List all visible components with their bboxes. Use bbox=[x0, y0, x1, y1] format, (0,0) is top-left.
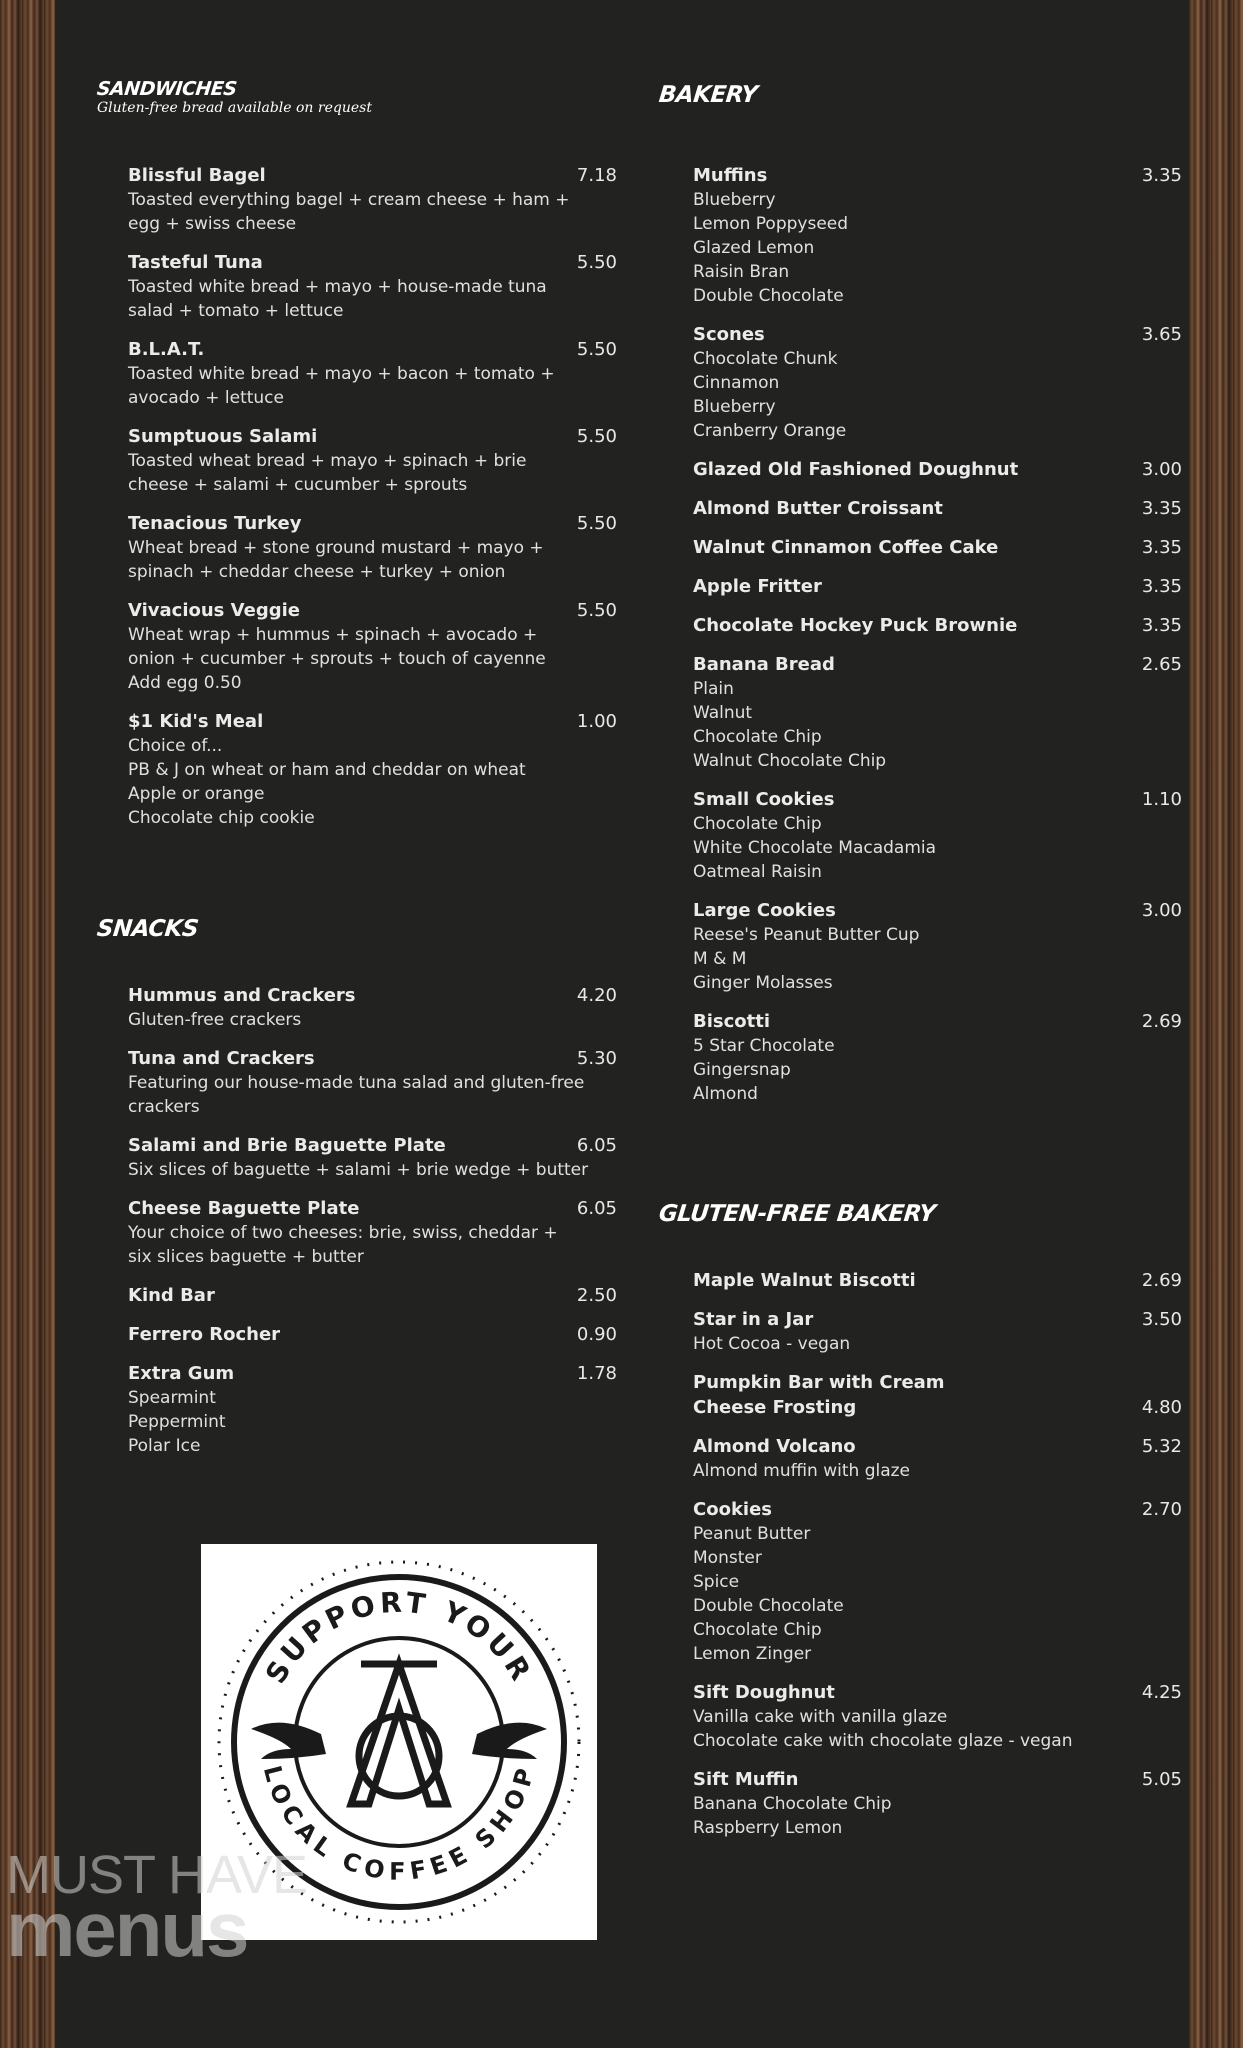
menu-item-name: Glazed Old Fashioned Doughnut bbox=[693, 459, 1019, 480]
menu-item-description: Chocolate Chip bbox=[693, 814, 822, 834]
menu-item-description: Chocolate Chip bbox=[693, 727, 822, 747]
menu-item-description: Banana Chocolate Chip bbox=[693, 1794, 892, 1814]
menu-item-price: 5.50 bbox=[576, 600, 617, 621]
watermark bbox=[6, 1845, 308, 1973]
menu-item-name: Tasteful Tuna bbox=[128, 252, 263, 273]
watermark-line-2: menus bbox=[6, 1885, 248, 1973]
menu-item-description: 5 Star Chocolate bbox=[693, 1036, 835, 1056]
menu-item-price: 6.05 bbox=[576, 1135, 617, 1156]
menu-item-header bbox=[693, 1497, 1182, 1522]
menu-item bbox=[693, 1268, 1182, 1293]
menu-item-description: Raspberry Lemon bbox=[693, 1818, 843, 1838]
badge-top-text: SUPPORT YOUR bbox=[258, 1585, 540, 1690]
menu-item-name: Hummus and Crackers bbox=[128, 985, 356, 1006]
bakery-list bbox=[659, 163, 1182, 1120]
menu-item-price: 5.32 bbox=[1141, 1436, 1182, 1457]
menu-item-description: Cranberry Orange bbox=[693, 421, 847, 441]
menu-item-header bbox=[128, 1322, 617, 1347]
menu-item-description: Chocolate Chunk bbox=[693, 349, 838, 369]
menu-item-description: Reese's Peanut Butter Cup bbox=[693, 925, 920, 945]
menu-item-price: 1.10 bbox=[1141, 789, 1182, 810]
menu-item-header bbox=[128, 1283, 617, 1308]
menu-item-name: $1 Kid's Meal bbox=[128, 711, 264, 732]
menu-item-name: Blissful Bagel bbox=[128, 165, 266, 186]
menu-item-description: Toasted white bread + mayo + bacon + tomato + bbox=[128, 364, 555, 384]
menu-item bbox=[693, 613, 1182, 638]
menu-item-description: Cinnamon bbox=[693, 373, 780, 393]
menu-item-description: Gluten-free crackers bbox=[128, 1010, 302, 1030]
menu-item-name: Star in a Jar bbox=[693, 1309, 814, 1330]
menu-item bbox=[128, 1196, 617, 1269]
menu-item-description: Chocolate chip cookie bbox=[128, 808, 315, 828]
menu-item-header bbox=[693, 1307, 1182, 1332]
menu-item-price: 6.05 bbox=[576, 1198, 617, 1219]
menu-item-description: Lemon Poppyseed bbox=[693, 214, 849, 234]
menu-item-price: 7.18 bbox=[576, 165, 617, 186]
menu-item-name: Apple Fritter bbox=[693, 576, 822, 597]
menu-item-price: 5.05 bbox=[1141, 1769, 1182, 1790]
menu-item-name: Ferrero Rocher bbox=[128, 1324, 281, 1345]
menu-item-description: crackers bbox=[128, 1097, 200, 1117]
menu-item-description: Toasted everything bagel + cream cheese + ham + bbox=[128, 190, 570, 210]
menu-item bbox=[693, 574, 1182, 599]
menu-item-name: Kind Bar bbox=[128, 1285, 215, 1306]
menu-item bbox=[693, 1307, 1182, 1356]
menu-item-description: M & M bbox=[693, 949, 747, 969]
menu-item-description: Spice bbox=[693, 1572, 740, 1592]
menu-item-name: Sumptuous Salami bbox=[128, 426, 318, 447]
menu-item-header bbox=[128, 337, 617, 362]
menu-item-description: Wheat wrap + hummus + spinach + avocado + bbox=[128, 625, 538, 645]
menu-item-header bbox=[128, 1046, 617, 1071]
gluten-free-list bbox=[659, 1268, 1182, 1854]
menu-item-name: Cookies bbox=[693, 1499, 773, 1520]
menu-item-header bbox=[693, 574, 1182, 599]
menu-item bbox=[693, 1009, 1182, 1106]
menu-item bbox=[128, 1133, 617, 1182]
menu-item-description: six slices baguette + butter bbox=[128, 1247, 364, 1267]
menu-item-name: Tuna and Crackers bbox=[128, 1048, 315, 1069]
menu-item-name: Banana Bread bbox=[693, 654, 835, 675]
menu-item-description: Featuring our house-made tuna salad and gluten-free bbox=[128, 1073, 585, 1093]
menu-item-price: 4.25 bbox=[1141, 1682, 1182, 1703]
menu-item-description: Chocolate cake with chocolate glaze - vegan bbox=[693, 1731, 1073, 1751]
menu-item-price: 2.69 bbox=[1141, 1270, 1182, 1291]
menu-item-header bbox=[693, 322, 1182, 347]
bakery-title: BAKERY bbox=[657, 82, 759, 108]
menu-item-description: Double Chocolate bbox=[693, 1596, 844, 1616]
menu-item-price: 3.00 bbox=[1141, 459, 1182, 480]
menu-item-description: Hot Cocoa - vegan bbox=[693, 1334, 851, 1354]
menu-item-name: Walnut Cinnamon Coffee Cake bbox=[693, 537, 999, 558]
menu-item-price: 2.69 bbox=[1141, 1011, 1182, 1032]
menu-item-description: Spearmint bbox=[128, 1388, 216, 1408]
menu-item-name: Salami and Brie Baguette Plate bbox=[128, 1135, 446, 1156]
menu-item-header bbox=[693, 1009, 1182, 1034]
menu-item-name: Cheese Baguette Plate bbox=[128, 1198, 360, 1219]
menu-item bbox=[693, 535, 1182, 560]
menu-item-description: onion + cucumber + sprouts + touch of cayenne bbox=[128, 649, 546, 669]
menu-item-description: Blueberry bbox=[693, 397, 776, 417]
menu-item-header bbox=[128, 709, 617, 734]
menu-item bbox=[693, 322, 1182, 443]
menu-item-description: cheese + salami + cucumber + sprouts bbox=[128, 475, 468, 495]
menu-item-description: Blueberry bbox=[693, 190, 776, 210]
sandwiches-title: SANDWICHES bbox=[95, 78, 238, 100]
menu-item-description: Oatmeal Raisin bbox=[693, 862, 822, 882]
menu-item-header bbox=[128, 1196, 617, 1221]
snacks-title: SNACKS bbox=[95, 916, 200, 942]
menu-item-description: avocado + lettuce bbox=[128, 388, 284, 408]
menu-item bbox=[128, 709, 617, 830]
menu-item-name: Tenacious Turkey bbox=[128, 513, 302, 534]
menu-item bbox=[693, 1680, 1182, 1753]
menu-item-name: Chocolate Hockey Puck Brownie bbox=[693, 615, 1018, 636]
gluten-free-title: GLUTEN-FREE BAKERY bbox=[657, 1201, 937, 1227]
menu-item-description: Polar Ice bbox=[128, 1436, 201, 1456]
menu-item-name: Biscotti bbox=[693, 1011, 771, 1032]
menu-item-header bbox=[128, 1361, 617, 1386]
menu-item-price: 4.80 bbox=[1141, 1397, 1182, 1418]
menu-item-description: Ginger Molasses bbox=[693, 973, 833, 993]
menu-item-description: Almond bbox=[693, 1084, 758, 1104]
menu-item-description: Add egg 0.50 bbox=[128, 673, 242, 693]
menu-item-description: Toasted white bread + mayo + house-made tuna bbox=[128, 277, 547, 297]
menu-item bbox=[693, 457, 1182, 482]
menu-item-description: Walnut bbox=[693, 703, 753, 723]
menu-item-name: Almond Butter Croissant bbox=[693, 498, 943, 519]
menu-item-header bbox=[693, 535, 1182, 560]
menu-item-header bbox=[693, 1370, 1182, 1420]
menu-item-header bbox=[693, 496, 1182, 521]
menu-item-header bbox=[693, 787, 1182, 812]
menu-item-header bbox=[128, 598, 617, 623]
menu-item-description: Your choice of two cheeses: brie, swiss, cheddar + bbox=[128, 1223, 558, 1243]
sandwiches-subtitle: Gluten-free bread available on request bbox=[97, 100, 372, 116]
menu-item-name: Scones bbox=[693, 324, 765, 345]
menu-item-name: Extra Gum bbox=[128, 1363, 235, 1384]
menu-item-name: Sift Muffin bbox=[693, 1769, 799, 1790]
menu-item-header bbox=[693, 1680, 1182, 1705]
menu-item-description: Lemon Zinger bbox=[693, 1644, 812, 1664]
menu-item-description: White Chocolate Macadamia bbox=[693, 838, 937, 858]
menu-item-name: Sift Doughnut bbox=[693, 1682, 835, 1703]
menu-item bbox=[128, 1322, 617, 1347]
menu-item-price: 3.35 bbox=[1141, 537, 1182, 558]
menu-item-description: Chocolate Chip bbox=[693, 1620, 822, 1640]
menu-item-name: B.L.A.T. bbox=[128, 339, 205, 360]
menu-item-header bbox=[128, 250, 617, 275]
menu-item-description: Double Chocolate bbox=[693, 286, 844, 306]
snacks-list bbox=[97, 983, 617, 1472]
menu-item-header bbox=[693, 898, 1182, 923]
menu-item-price: 1.00 bbox=[576, 711, 617, 732]
menu-item-name: Large Cookies bbox=[693, 900, 836, 921]
menu-item bbox=[128, 1046, 617, 1119]
menu-item-name: Small Cookies bbox=[693, 789, 835, 810]
menu-panel bbox=[55, 0, 1189, 2048]
menu-item bbox=[693, 1434, 1182, 1483]
menu-item bbox=[693, 1370, 1182, 1420]
menu-item-description: salad + tomato + lettuce bbox=[128, 301, 344, 321]
menu-item-price: 5.50 bbox=[576, 252, 617, 273]
menu-item bbox=[693, 787, 1182, 884]
menu-item bbox=[693, 1497, 1182, 1666]
sandwiches-list bbox=[97, 163, 617, 844]
menu-item-name: Almond Volcano bbox=[693, 1436, 856, 1457]
menu-item bbox=[128, 163, 617, 236]
menu-item bbox=[128, 1283, 617, 1308]
menu-item-header bbox=[693, 457, 1182, 482]
menu-item-description: Monster bbox=[693, 1548, 762, 1568]
menu-item-header bbox=[693, 652, 1182, 677]
menu-item bbox=[693, 163, 1182, 308]
menu-item-price: 3.35 bbox=[1141, 576, 1182, 597]
menu-item-description: Toasted wheat bread + mayo + spinach + brie bbox=[128, 451, 527, 471]
menu-item-price: 3.50 bbox=[1141, 1309, 1182, 1330]
menu-item-description: Almond muffin with glaze bbox=[693, 1461, 911, 1481]
menu-item-price: 2.65 bbox=[1141, 654, 1182, 675]
wood-border-left bbox=[0, 0, 55, 2048]
menu-item bbox=[693, 898, 1182, 995]
menu-item bbox=[128, 424, 617, 497]
menu-item-header bbox=[693, 1268, 1182, 1293]
menu-item-price: 3.00 bbox=[1141, 900, 1182, 921]
menu-item-price: 1.78 bbox=[576, 1363, 617, 1384]
menu-item-name: Muffins bbox=[693, 165, 768, 186]
menu-item-description: Gingersnap bbox=[693, 1060, 791, 1080]
menu-item-header bbox=[693, 613, 1182, 638]
menu-item-price: 3.35 bbox=[1141, 615, 1182, 636]
menu-item-description: Walnut Chocolate Chip bbox=[693, 751, 887, 771]
watermark-line-1: MUST HAVE bbox=[6, 1845, 308, 1905]
menu-item-description: Vanilla cake with vanilla glaze bbox=[693, 1707, 948, 1727]
menu-item-description: Plain bbox=[693, 679, 734, 699]
menu-item-description: spinach + cheddar cheese + turkey + onion bbox=[128, 562, 506, 582]
menu-item-description: Glazed Lemon bbox=[693, 238, 815, 258]
menu-item bbox=[128, 983, 617, 1032]
menu-item-header bbox=[128, 511, 617, 536]
menu-item-description: Raisin Bran bbox=[693, 262, 790, 282]
menu-item-header bbox=[693, 1434, 1182, 1459]
menu-item-description: egg + swiss cheese bbox=[128, 214, 297, 234]
menu-item-price: 2.50 bbox=[576, 1285, 617, 1306]
menu-item-header bbox=[128, 424, 617, 449]
menu-item-price: 5.30 bbox=[576, 1048, 617, 1069]
menu-item-price: 5.50 bbox=[576, 339, 617, 360]
menu-item-description: Peanut Butter bbox=[693, 1524, 811, 1544]
menu-item-header bbox=[693, 163, 1182, 188]
menu-item-header bbox=[128, 163, 617, 188]
menu-item-description: Peppermint bbox=[128, 1412, 226, 1432]
menu-item-price: 2.70 bbox=[1141, 1499, 1182, 1520]
menu-item-name: Vivacious Veggie bbox=[128, 600, 300, 621]
menu-item-price: 3.35 bbox=[1141, 165, 1182, 186]
menu-item bbox=[128, 1361, 617, 1458]
menu-item-description: Apple or orange bbox=[128, 784, 265, 804]
wood-border-right bbox=[1189, 0, 1243, 2048]
menu-item-price: 5.50 bbox=[576, 426, 617, 447]
menu-item-description: PB & J on wheat or ham and cheddar on wheat bbox=[128, 760, 526, 780]
menu-item-name: Maple Walnut Biscotti bbox=[693, 1270, 916, 1291]
menu-item-price: 5.50 bbox=[576, 513, 617, 534]
menu-item-price: 4.20 bbox=[576, 985, 617, 1006]
menu-item bbox=[128, 511, 617, 584]
menu-item-price: 0.90 bbox=[576, 1324, 617, 1345]
menu-item bbox=[693, 652, 1182, 773]
menu-item-description: Six slices of baguette + salami + brie wedge + butter bbox=[128, 1160, 589, 1180]
menu-item bbox=[693, 496, 1182, 521]
menu-item-description: Choice of... bbox=[128, 736, 223, 756]
badge-bottom-text: LOCAL COFFEE SHOP bbox=[257, 1762, 541, 1886]
menu-item-price: 3.35 bbox=[1141, 498, 1182, 519]
menu-item bbox=[128, 598, 617, 695]
menu-item-description: Wheat bread + stone ground mustard + mayo + bbox=[128, 538, 544, 558]
menu-item-header bbox=[128, 983, 617, 1008]
menu-item-price: 3.65 bbox=[1141, 324, 1182, 345]
menu-item bbox=[693, 1767, 1182, 1840]
menu-item bbox=[128, 337, 617, 410]
menu-item bbox=[128, 250, 617, 323]
menu-item-header bbox=[693, 1767, 1182, 1792]
menu-item-name: Pumpkin Bar with Cream Cheese Frosting bbox=[693, 1372, 945, 1418]
menu-item-header bbox=[128, 1133, 617, 1158]
